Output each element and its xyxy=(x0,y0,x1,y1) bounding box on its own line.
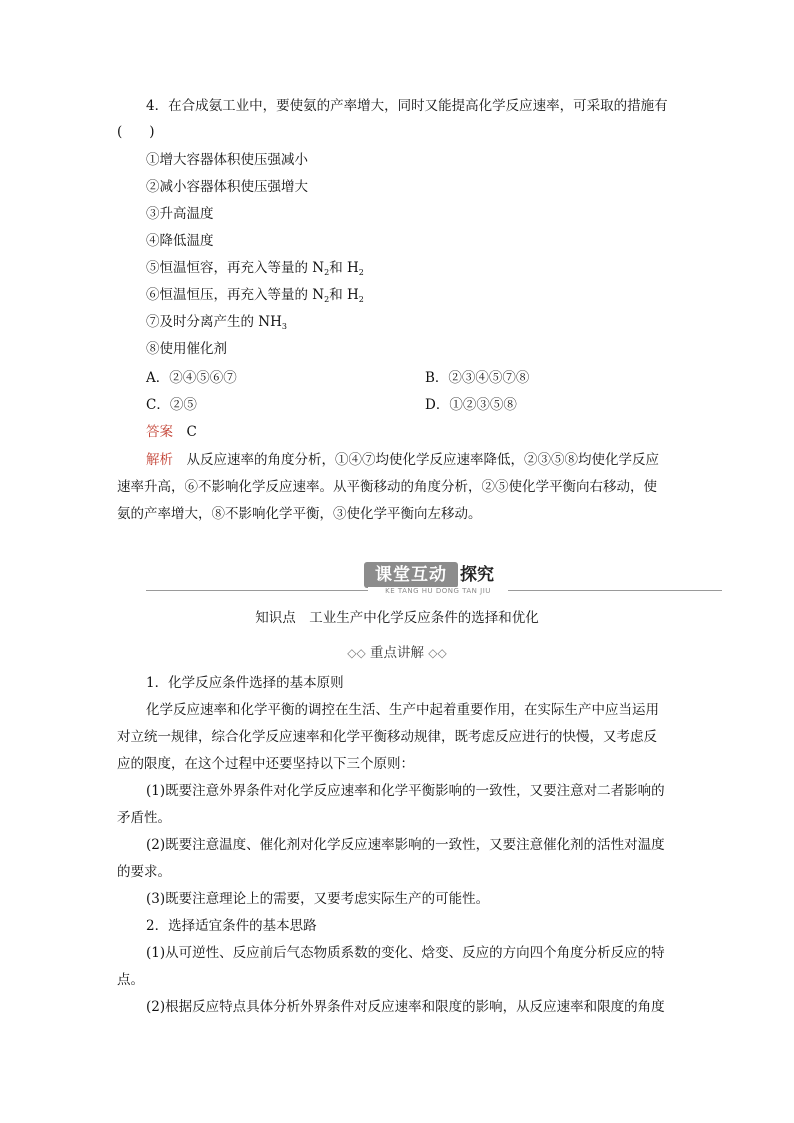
question-stem-line1: 4．在合成氨工业中，要使氨的产率增大，同时又能提高化学反应速率，可采取的措施有 xyxy=(146,98,668,114)
option-5-sub-h: 2 xyxy=(358,268,364,277)
option-1: ①增大容器体积使压强减小 xyxy=(146,152,308,168)
option-7-sub: 3 xyxy=(281,322,287,331)
option-5-mid: 和 H xyxy=(329,260,359,276)
answer-blank: ( ) xyxy=(117,124,155,140)
option-5-sub-n: 2 xyxy=(324,268,330,277)
option-5-text: ⑤恒温恒容，再充入等量的 N xyxy=(146,260,325,276)
banner-word: 探究 xyxy=(460,565,494,585)
focus-heading-text: 重点讲解 xyxy=(370,645,424,661)
knowledge-point-title: 知识点 工业生产中化学反应条件的选择和优化 xyxy=(255,610,539,626)
choice-c: C．②⑤ xyxy=(146,397,197,413)
heading-approach: 2．选择适宜条件的基本思路 xyxy=(146,918,317,934)
analysis-line1 xyxy=(146,451,659,469)
section-banner xyxy=(146,560,722,600)
option-6 xyxy=(146,286,364,306)
rule2-line2: 的要求。 xyxy=(117,864,171,880)
para1-line1: 化学反应速率和化学平衡的调控在生活、生产中起着重要作用，在实际生产中应当运用 xyxy=(146,702,659,718)
step1-line2: 点。 xyxy=(117,972,144,988)
option-7-text: ⑦及时分离产生的 NH xyxy=(146,314,282,330)
option-2: ②减小容器体积使压强增大 xyxy=(146,179,308,195)
para1-line3: 应的限度，在这个过程中还要坚持以下三个原则： xyxy=(117,756,414,772)
analysis-line2: 速率升高，⑥不影响化学反应速率。从平衡移动的角度分析，②⑤使化学平衡向右移动，使 xyxy=(117,479,657,495)
analysis-text-1: 从反应速率的角度分析，①④⑦均使化学反应速率降低，②③⑤⑧均使化学反应 xyxy=(186,452,659,468)
option-6-sub-h: 2 xyxy=(358,295,364,304)
answer-value: C xyxy=(186,424,197,440)
option-4: ④降低温度 xyxy=(146,233,214,249)
choice-a: A．②④⑤⑥⑦ xyxy=(146,370,237,386)
option-6-sub-n: 2 xyxy=(324,295,330,304)
rule3-line1: (3)既要注意理论上的需要，又要考虑实际生产的可能性。 xyxy=(146,891,490,907)
option-3: ③升高温度 xyxy=(146,206,214,222)
rule1-line1: (1)既要注意外界条件对化学反应速率和化学平衡影响的一致性，又要注意对二者影响的 xyxy=(146,783,665,799)
option-6-text: ⑥恒温恒压，再充入等量的 N xyxy=(146,287,325,303)
diamond-ornament-right-icon: ◇◇ xyxy=(428,646,447,660)
heading-principles: 1．化学反应条件选择的基本原则 xyxy=(146,675,344,691)
option-7 xyxy=(146,313,287,333)
rule1-line2: 矛盾性。 xyxy=(117,810,171,826)
answer-line xyxy=(146,423,197,441)
option-5 xyxy=(146,259,364,279)
banner-pinyin: KE TANG HU DONG TAN JIU xyxy=(368,587,508,595)
option-6-mid: 和 H xyxy=(329,287,359,303)
rule2-line1: (2)既要注意温度、催化剂对化学反应速率影响的一致性，又要注意催化剂的活性对温度 xyxy=(146,837,665,853)
para1-line2: 对立统一规律，综合化学反应速率和化学平衡移动规律，既考虑反应进行的快慢，又考虑反 xyxy=(117,729,657,745)
choice-d: D．①②③⑤⑧ xyxy=(425,397,517,413)
answer-label: 答案 xyxy=(146,424,173,440)
banner-box-label: 课堂互动 xyxy=(364,562,458,588)
diamond-ornament-left-icon: ◇◇ xyxy=(347,646,366,660)
choice-b: B．②③④⑤⑦⑧ xyxy=(425,370,530,386)
option-8: ⑧使用催化剂 xyxy=(146,341,227,357)
analysis-line3: 氨的产率增大，⑧不影响化学平衡，③使化学平衡向左移动。 xyxy=(117,506,482,522)
focus-heading xyxy=(0,641,794,661)
step2-line1: (2)根据反应特点具体分析外界条件对反应速率和限度的影响，从反应速率和限度的角度 xyxy=(146,999,665,1015)
analysis-label: 解析 xyxy=(146,452,173,468)
step1-line1: (1)从可逆性、反应前后气态物质系数的变化、焓变、反应的方向四个角度分析反应的特 xyxy=(146,945,665,961)
